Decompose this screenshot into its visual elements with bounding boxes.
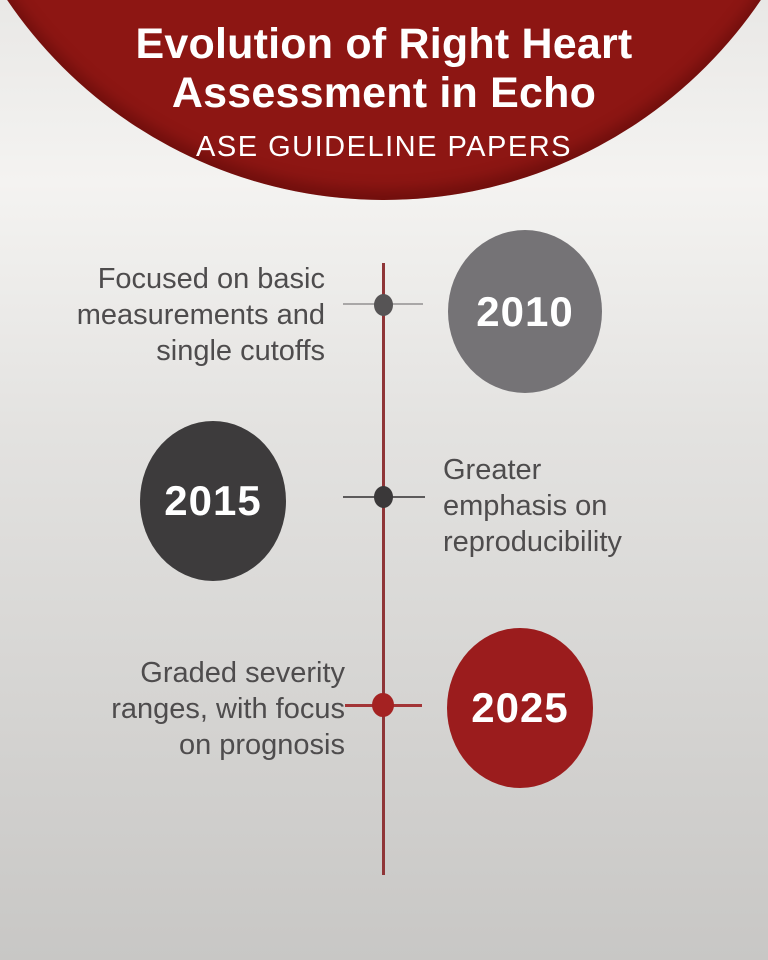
entry-2010-year-circle [448,230,602,393]
entry-2015-timeline-dot [374,486,393,508]
page-title-line-2: Assessment in Echo [171,69,597,117]
entry-2010-year-label: 2010 [476,287,574,335]
page-title-line-1: Evolution of Right Heart [135,20,633,68]
description-line: Greater [443,454,542,486]
entry-2015-year-label: 2015 [164,477,262,524]
header [0,20,768,164]
entry-2025-description [15,655,345,763]
entry-2010-description [0,261,325,369]
description-line: reproducibility [443,526,622,558]
entry-2010-timeline-dot [374,294,393,316]
entry-2025-year-label: 2025 [471,684,569,731]
description-line: emphasis on [443,490,608,522]
entry-2015-description [443,452,743,560]
description-line: ranges, with focus [111,693,345,725]
page-title [0,20,768,118]
entry-2025-year-circle [447,628,593,788]
page-subtitle: ASE GUIDELINE PAPERS [196,131,572,163]
timeline-axis [382,263,385,875]
description-line: measurements and [76,299,325,331]
description-line: on prognosis [178,729,345,761]
description-line: single cutoffs [156,335,325,367]
description-line: Graded severity [140,657,345,689]
entry-2015-year-circle [140,421,286,581]
description-line: Focused on basic [97,263,325,295]
entry-2025-timeline-dot [372,693,394,717]
